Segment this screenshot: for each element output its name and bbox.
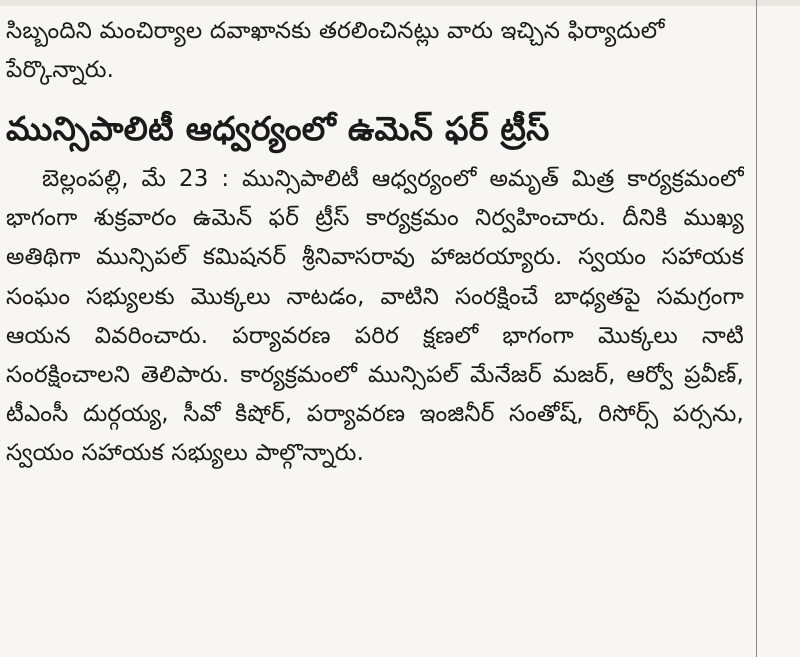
previous-article-tail: సిబ్బందిని మంచిర్యాల దవాఖానకు తరలించినట్లు వారు ఇచ్చిన ఫిర్యాదులో పేర్కొన్నారు. <box>6 18 665 83</box>
clipping-top-edge <box>0 0 800 6</box>
article-headline: మున్సిపాలిటీ ఆధ్వర్యంలో ఉమెన్ ఫర్ ట్రీస్ <box>6 109 550 148</box>
article-body: బెల్లంపల్లి, మే 23 : మున్సిపాలిటీ ఆధ్వర్యంలో అమృత్ మిత్ర కార్యక్రమంలో భాగంగా శుక్రవారం ఉమెన్ ఫర్ ట్రీస్ కార్యక్రమం నిర్వహించారు. దీనికి ముఖ్య అతిథిగా మున్సిపల్ కమిషనర్ శ్రీనివాసరావు హాజరయ్యారు. స్వయం సహాయక సంఘం సభ్యులకు మొక్కలు నాటడం, వాటిని సంరక్షించే బాధ్యతపై సమగ్రంగా ఆయన వివరించారు. పర్యావరణ పరిర క్షణలో భాగంగా మొక్కలు నాటి సంరక్షించాలని తెలిపారు. కార్యక్రమంలో మున్సిపల్ మేనేజర్ మజర్, ఆర్వో ప్రవీణ్, టీఎంసీ దుర్గయ్య, సీవో కిషోర్, పర్యావరణ ఇంజినీర్ సంతోష్, రిసోర్స్ పర్సను, స్వయం సహాయక సభ్యులు పాల్గొన్నారు. <box>6 166 744 467</box>
adjacent-column-cropped <box>762 0 800 657</box>
news-article <box>6 12 744 657</box>
column-divider <box>756 0 757 657</box>
